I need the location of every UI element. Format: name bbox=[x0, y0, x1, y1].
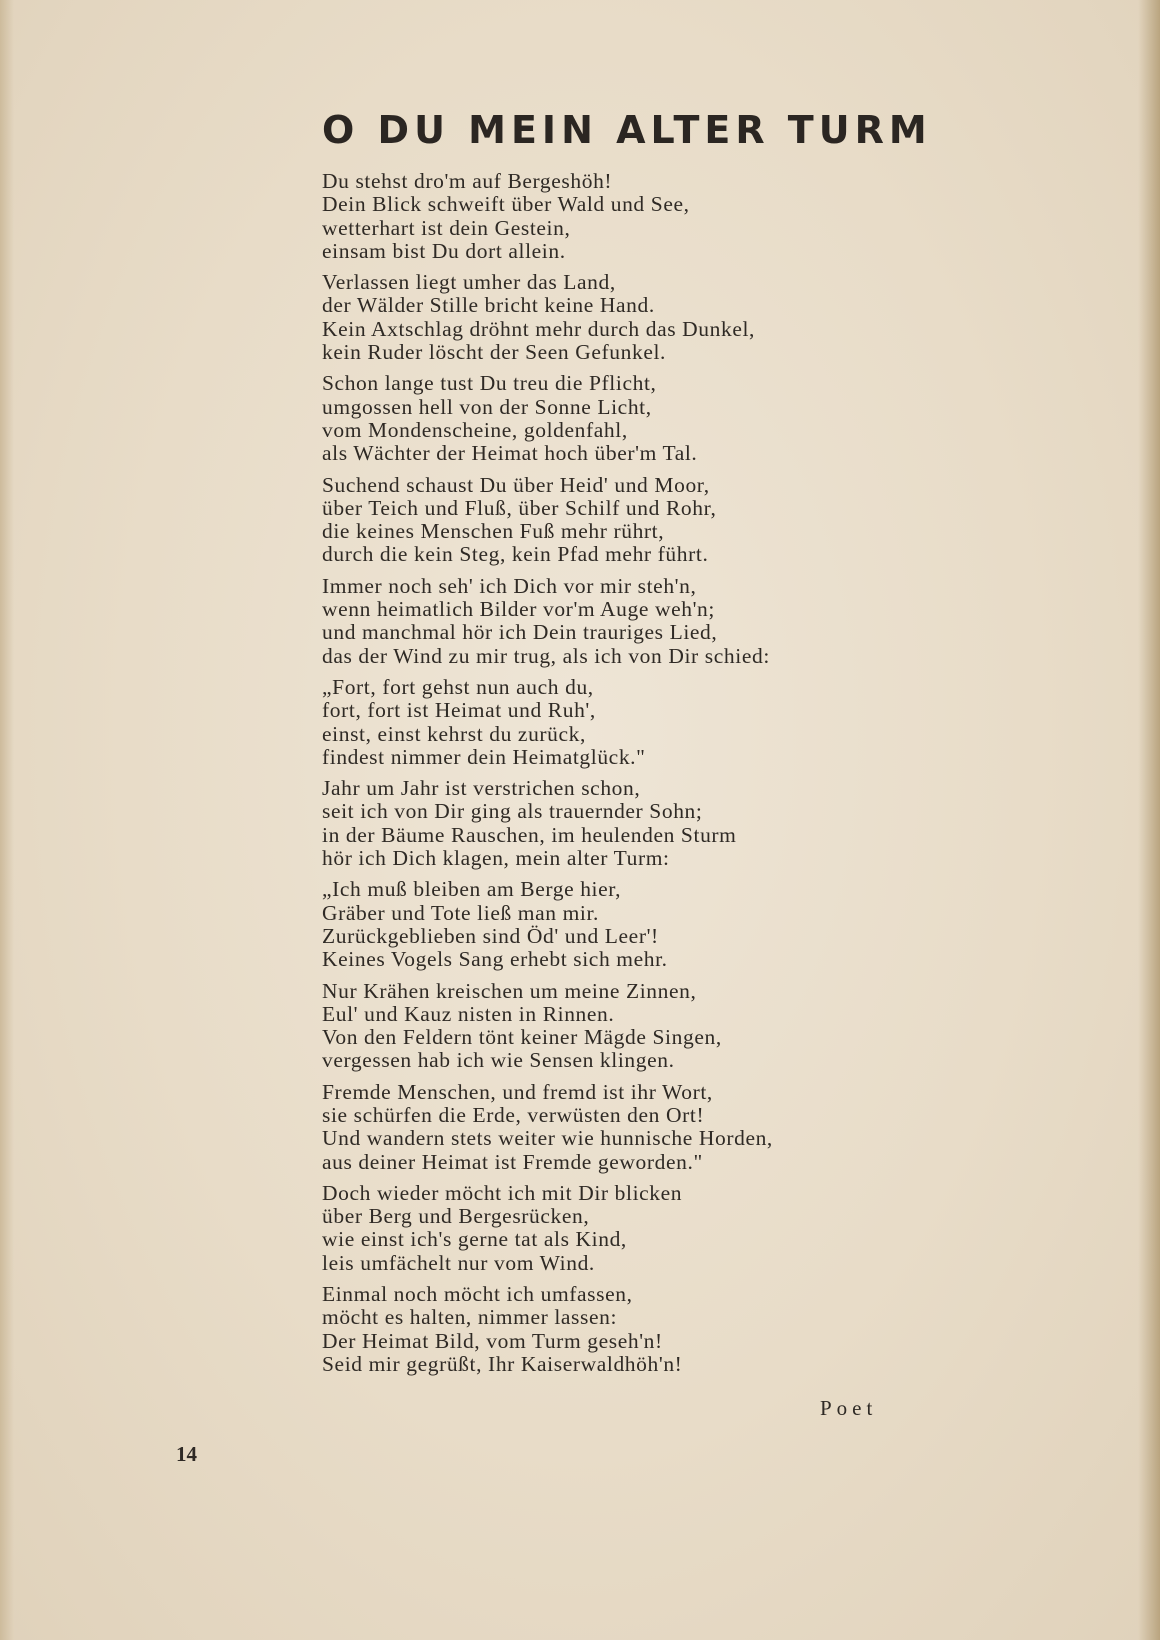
poem-line: Seid mir gegrüßt, Ihr Kaiserwaldhöh'n! bbox=[322, 1351, 683, 1376]
poem-line: Du stehst dro'm auf Bergeshöh! bbox=[322, 169, 613, 193]
stanza bbox=[322, 372, 902, 465]
poem-line: über Teich und Fluß, über Schilf und Rohr, bbox=[322, 495, 717, 520]
poem-line: Zurückgeblieben sind Öd' und Leer'! bbox=[322, 923, 659, 948]
poem-line: die keines Menschen Fuß mehr rührt, bbox=[322, 519, 665, 544]
poem-line: wie einst ich's gerne tat als Kind, bbox=[322, 1227, 627, 1252]
poem-line: durch die kein Steg, kein Pfad mehr führt. bbox=[322, 542, 709, 567]
poem-body bbox=[322, 170, 902, 1384]
poem-line: einst, einst kehrst du zurück, bbox=[322, 721, 587, 746]
poem-line: Und wandern stets weiter wie hunnische Horden, bbox=[322, 1126, 773, 1151]
poem-line: in der Bäume Rauschen, im heulenden Sturm bbox=[322, 822, 737, 847]
poem-line: „Ich muß bleiben am Berge hier, bbox=[322, 877, 622, 902]
poem-line: Fremde Menschen, und fremd ist ihr Wort, bbox=[322, 1079, 713, 1104]
poem-line: findest nimmer dein Heimatglück." bbox=[322, 744, 646, 769]
poem-line: umgossen hell von der Sonne Licht, bbox=[322, 394, 652, 419]
poem-line: Keines Vogels Sang erhebt sich mehr. bbox=[322, 947, 668, 972]
poem-line: Der Heimat Bild, vom Turm geseh'n! bbox=[322, 1328, 663, 1353]
poem-title: O DU MEIN ALTER TURM bbox=[322, 108, 932, 152]
poem-line: kein Ruder löscht der Seen Gefunkel. bbox=[322, 340, 667, 365]
poem-line: einsam bist Du dort allein. bbox=[322, 238, 566, 263]
page-edge-shadow-left bbox=[0, 0, 14, 1640]
poem-line: vom Mondenscheine, goldenfahl, bbox=[322, 417, 628, 442]
poem-line: über Berg und Bergesrücken, bbox=[322, 1204, 590, 1229]
stanza bbox=[322, 1283, 902, 1376]
poem-line: vergessen hab ich wie Sensen klingen. bbox=[322, 1048, 675, 1073]
poem-line: leis umfächelt nur vom Wind. bbox=[322, 1250, 595, 1275]
poem-line: Von den Feldern tönt keiner Mägde Singen, bbox=[322, 1025, 722, 1050]
poem-line: Suchend schaust Du über Heid' und Moor, bbox=[322, 472, 710, 497]
poem-line: Einmal noch möcht ich umfassen, bbox=[322, 1282, 633, 1307]
page-edge-shadow-right bbox=[1138, 0, 1160, 1640]
stanza bbox=[322, 1081, 902, 1174]
poem-line: wetterhart ist dein Gestein, bbox=[322, 215, 571, 240]
poem-line: Eul' und Kauz nisten in Rinnen. bbox=[322, 1001, 615, 1026]
poem-line: und manchmal hör ich Dein trauriges Lied, bbox=[322, 620, 718, 645]
stanza bbox=[322, 271, 902, 364]
poem-line: wenn heimatlich Bilder vor'm Auge weh'n; bbox=[322, 597, 715, 622]
poem-line: möcht es halten, nimmer lassen: bbox=[322, 1305, 618, 1330]
poem-line: Doch wieder möcht ich mit Dir blicken bbox=[322, 1180, 683, 1205]
stanza bbox=[322, 878, 902, 971]
poem-line: sie schürfen die Erde, verwüsten den Ort! bbox=[322, 1102, 705, 1127]
stanza bbox=[322, 1182, 902, 1275]
poem-line: das der Wind zu mir trug, als ich von Dir schied: bbox=[322, 643, 770, 668]
stanza bbox=[322, 980, 902, 1073]
poem-line: Verlassen liegt umher das Land, bbox=[322, 270, 616, 295]
poem-line: aus deiner Heimat ist Fremde geworden." bbox=[322, 1149, 703, 1174]
poem-line: Jahr um Jahr ist verstrichen schon, bbox=[322, 776, 641, 801]
stanza bbox=[322, 575, 902, 668]
poem-line: als Wächter der Heimat hoch über'm Tal. bbox=[322, 441, 698, 466]
poem-line: „Fort, fort gehst nun auch du, bbox=[322, 674, 594, 699]
stanza bbox=[322, 170, 902, 263]
poem-line: Gräber und Tote ließ man mir. bbox=[322, 900, 600, 925]
stanza bbox=[322, 474, 902, 567]
poem-line: der Wälder Stille bricht keine Hand. bbox=[322, 293, 655, 318]
poem-author: Poet bbox=[820, 1396, 878, 1420]
page-number: 14 bbox=[176, 1442, 197, 1466]
poem-line: hör ich Dich klagen, mein alter Turm: bbox=[322, 846, 670, 871]
stanza bbox=[322, 676, 902, 769]
stanza bbox=[322, 777, 902, 870]
poem-line: Immer noch seh' ich Dich vor mir steh'n, bbox=[322, 573, 697, 598]
poem-line: seit ich von Dir ging als trauernder Sohn; bbox=[322, 799, 703, 824]
poem-line: fort, fort ist Heimat und Ruh', bbox=[322, 698, 596, 723]
poem-line: Dein Blick schweift über Wald und See, bbox=[322, 192, 690, 217]
poem-line: Nur Krähen kreischen um meine Zinnen, bbox=[322, 978, 697, 1003]
poem-line: Kein Axtschlag dröhnt mehr durch das Dunkel, bbox=[322, 316, 756, 341]
poem-line: Schon lange tust Du treu die Pflicht, bbox=[322, 371, 657, 396]
